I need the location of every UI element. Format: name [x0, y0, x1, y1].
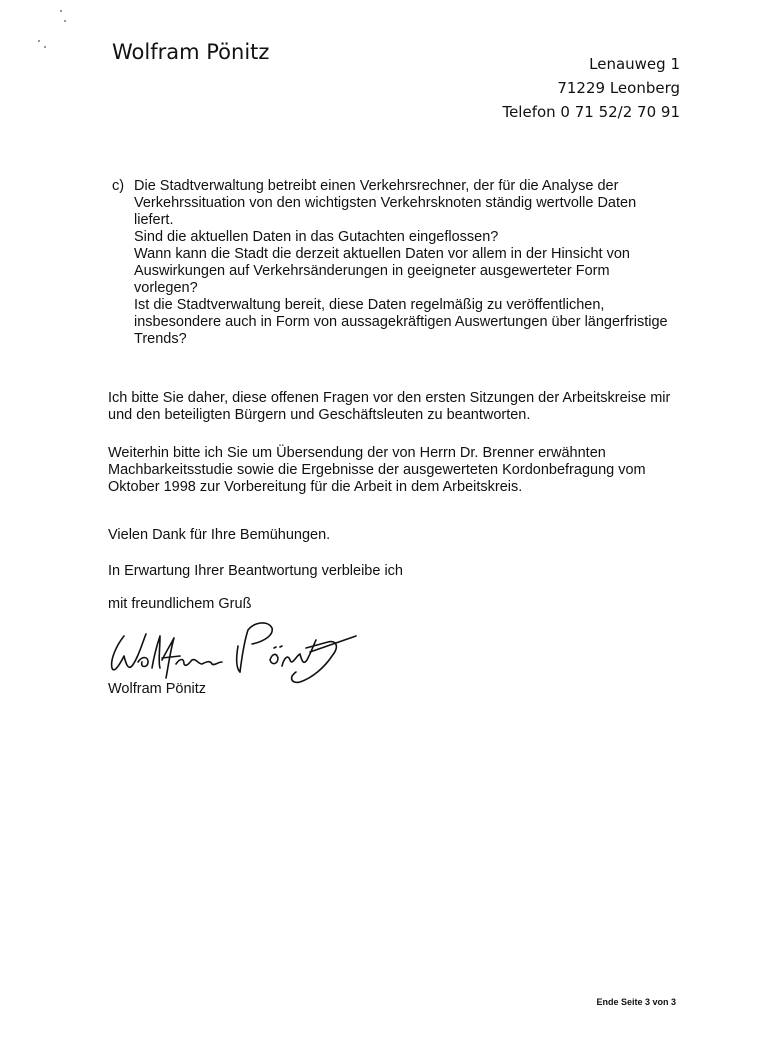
item-line: Die Stadtverwaltung betreibt einen Verkehrsrechner, der für die Analyse der [134, 178, 619, 194]
paragraph-line: Weiterhin bitte ich Sie um Übersendung der von Herrn Dr. Brenner erwähnten [108, 445, 606, 461]
sender-name: Wolfram Pönitz [112, 40, 270, 64]
paragraph-line: Machbarkeitsstudie sowie die Ergebnisse der ausgewerteten Kordonbefragung vom [108, 462, 646, 478]
awaiting-line: In Erwartung Ihrer Beantwortung verbleibe ich [108, 563, 403, 579]
further-request-paragraph [108, 445, 708, 496]
item-line: Ist die Stadtverwaltung bereit, diese Daten regelmäßig zu veröffentlichen, [134, 297, 605, 313]
item-body [134, 178, 692, 348]
item-line: Auswirkungen auf Verkehrsänderungen in geeigneter ausgewerteter Form [134, 263, 610, 279]
sender-address [502, 52, 680, 124]
item-marker: c) [112, 178, 125, 194]
paragraph-line: Oktober 1998 zur Vorbereitung für die Arbeit in dem Arbeitskreis. [108, 479, 523, 495]
handwritten-signature [102, 612, 372, 692]
item-line: Verkehrssituation von den wichtigsten Verkehrsknoten ständig wertvolle Daten [134, 195, 637, 211]
closing-greeting: mit freundlichem Gruß [108, 596, 252, 612]
scan-speck [60, 10, 62, 12]
scan-speck [38, 40, 40, 42]
address-phone: Telefon 0 71 52/2 70 91 [502, 103, 680, 121]
paragraph-line: und den beteiligten Bürgern und Geschäftsleuten zu beantworten. [108, 407, 531, 423]
item-line: liefert. [134, 212, 174, 228]
signer-name: Wolfram Pönitz [108, 681, 207, 697]
question-item-c [112, 178, 692, 348]
address-city: 71229 Leonberg [557, 79, 680, 97]
paragraph-line: Ich bitte Sie daher, diese offenen Fragen vor den ersten Sitzungen der Arbeitskreise mir [108, 390, 671, 406]
item-line: Wann kann die Stadt die derzeit aktuellen Daten vor allem in der Hinsicht von [134, 246, 630, 262]
item-line: Trends? [134, 331, 187, 347]
item-line: insbesondere auch in Form von aussagekräftigen Auswertungen über längerfristige [134, 314, 668, 330]
address-street: Lenauweg 1 [589, 55, 680, 73]
request-paragraph [108, 390, 708, 424]
item-line: Sind die aktuellen Daten in das Gutachten eingeflossen? [134, 229, 499, 245]
page-footer-note: Ende Seite 3 von 3 [596, 997, 676, 1007]
item-line: vorlegen? [134, 280, 198, 296]
thanks-line: Vielen Dank für Ihre Bemühungen. [108, 527, 331, 543]
scan-speck [44, 46, 46, 48]
scan-speck [64, 20, 66, 22]
